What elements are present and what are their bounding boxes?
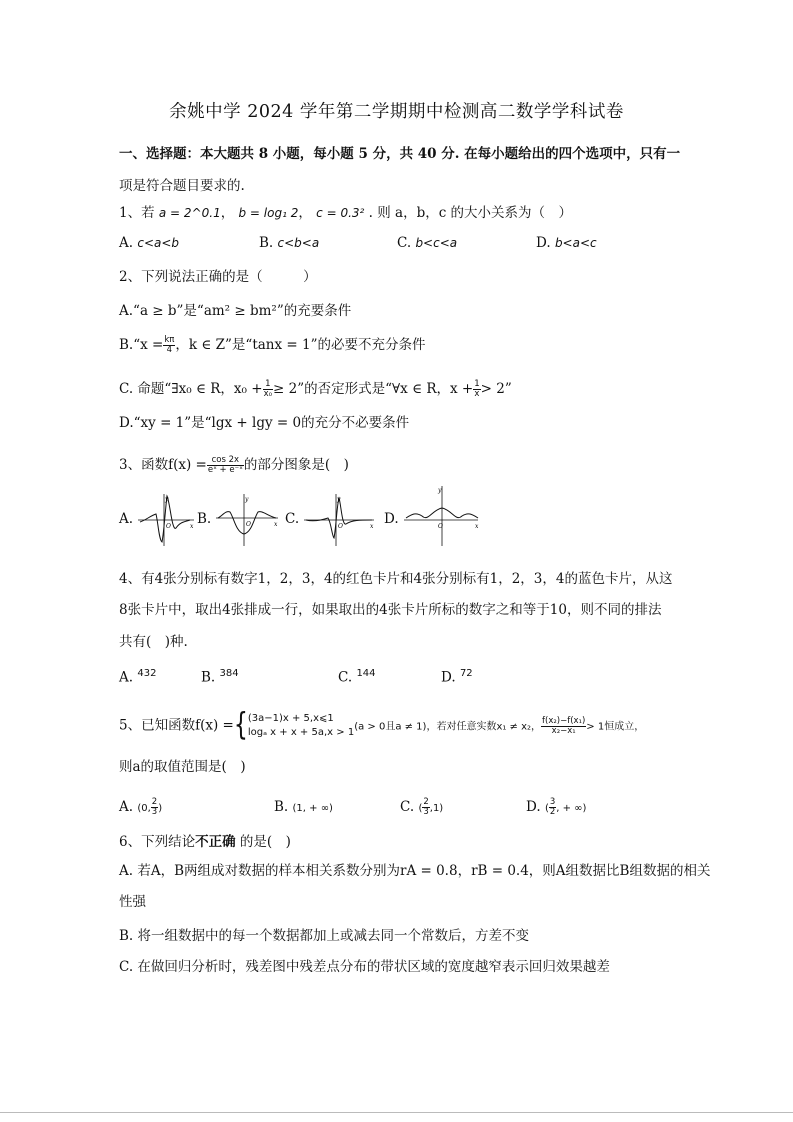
section-heading-line1: 一、选择题：本大题共 8 小题，每小题 5 分，共 40 分. 在每小题给出的四个选项中，只有一 xyxy=(119,146,681,162)
q5-fraction: $\frac{\text{f(x₂)−f(x₁)}}{\text{x₂−x₁}}$ xyxy=(542,715,586,736)
q1-a-def: a = 2^0.1 xyxy=(158,206,221,220)
q2-option-d[interactable]: D.“xy = 1”是“lgx + lgy = 0的充分不必要条件 xyxy=(119,415,410,431)
q2-option-c[interactable]: C. 命题“∃x₀ ∈ R，x₀ + $\frac{1}{\text{x₀}}$ ≥ 2”的否定形式是“∀x ∈ R，x + $\frac{1}{x}$ > 2” xyxy=(119,379,512,399)
y-label: y xyxy=(337,496,341,503)
q2-option-b[interactable]: B.“x = $\frac{k\pi}{4}$ ，k ∈ Z”是“tanx = 1”的必要不充分条件 xyxy=(119,335,426,355)
q2-c-fraction-1: $\frac{1}{\text{x₀}}$ xyxy=(263,379,273,399)
q3-graph-c[interactable] xyxy=(302,492,378,548)
q4-line3: 共有( )种. xyxy=(119,634,188,650)
q6-stem: 6、下列结论不正确 的是( ) xyxy=(119,834,291,850)
x-label: x xyxy=(370,523,374,530)
q4-option-b[interactable]: B. $^{384}$ xyxy=(201,668,239,686)
q1-b-def: b = log₁ 2 xyxy=(238,206,299,220)
q3-graph-d[interactable] xyxy=(402,484,482,548)
origin-label: O xyxy=(166,523,171,530)
q1-option-c[interactable]: C. b<c<a xyxy=(397,235,458,251)
exam-title: 余姚中学 2024 学年第二学期期中检测高二数学学科试卷 xyxy=(169,102,624,122)
q6-option-a-cont: 性强 xyxy=(119,894,146,910)
brace: { xyxy=(233,707,248,743)
q3-graph-a[interactable] xyxy=(136,492,196,548)
q4-option-a[interactable]: A. $^{432}$ xyxy=(119,668,157,686)
q3-option-c-label[interactable]: C. xyxy=(285,511,300,527)
q2-b-fraction: $\frac{k\pi}{4}$ xyxy=(164,335,175,355)
q2-stem: 2、下列说法正确的是（ ） xyxy=(119,269,317,285)
q3-fraction: $\frac{\cos 2x}{\text{eˣ + e⁻ˣ}}$ xyxy=(207,455,243,475)
q1-stem: 1、若 a = 2^0.1， b = log₁ 2， c = 0.3² . 则 a，b，c 的大小关系为（ ） xyxy=(119,205,573,221)
q2-option-a[interactable]: A.“a ≥ b”是“am² ≥ bm²”的充要条件 xyxy=(119,303,352,319)
q3-stem: 3、函数f(x) = $\frac{\cos 2x}{\text{eˣ + e⁻ˣ}}$ 的部分图象是( ) xyxy=(119,455,349,475)
q1-option-d[interactable]: D. b<a<c xyxy=(536,235,597,251)
origin-label: O xyxy=(246,521,251,528)
q6-option-b[interactable]: B. 将一组数据中的每一个数据都加上或减去同一个常数后，方差不变 xyxy=(119,928,530,944)
q5-line2: 则a的取值范围是( ) xyxy=(119,759,246,775)
x-label: x xyxy=(475,523,479,530)
y-label: y xyxy=(438,487,442,494)
q1-c-def: c = 0.3² xyxy=(316,206,365,220)
x-label: x xyxy=(190,523,194,530)
q3-option-b-label[interactable]: B. xyxy=(197,511,212,527)
q3-graph-b[interactable] xyxy=(214,492,282,548)
q4-option-c[interactable]: C. $^{144}$ xyxy=(338,668,376,686)
q4-option-d[interactable]: D. $^{72}$ xyxy=(441,668,473,686)
q6-option-c[interactable]: C. 在做回归分析时，残差图中残差点分布的带状区域的宽度越窄表示回归效果越差 xyxy=(119,959,610,975)
origin-label: O xyxy=(338,523,343,530)
q5-option-a[interactable]: A. (0, $\frac{2}{3}$ ) xyxy=(119,797,163,817)
q1-stem-prefix: 1、若 xyxy=(119,205,155,221)
q4-line2: 8张卡片中，取出4张排成一行，如果取出的4张卡片所标的数字之和等于10，则不同的排法 xyxy=(119,602,662,618)
q1-option-b[interactable]: B. c<b<a xyxy=(259,235,320,251)
q5-option-b[interactable]: B. (1, + ∞) xyxy=(274,799,333,815)
section-heading-line2: 项是符合题目要求的. xyxy=(119,178,245,194)
q1-stem-suffix: . 则 a，b，c 的大小关系为（ ） xyxy=(368,205,573,221)
q3-option-d-label[interactable]: D. xyxy=(384,511,399,527)
q6-option-a[interactable]: A. 若A，B两组成对数据的样本相关系数分别为rA = 0.8，rB = 0.4，则A组数据比B组数据的相关 xyxy=(119,863,711,879)
page-bottom-border xyxy=(0,1112,793,1113)
q5-option-c[interactable]: C. ( $\frac{2}{3}$ ,1) xyxy=(400,797,444,817)
q4-line1: 4、有4张分别标有数字1，2，3，4的红色卡片和4张分别标有1，2，3，4的蓝色卡片，从这 xyxy=(119,571,673,587)
q3-option-a-label[interactable]: A. xyxy=(119,511,134,527)
q5-option-d[interactable]: D. ( $\frac{3}{2}$ , + ∞) xyxy=(526,797,587,817)
q1-option-a[interactable]: A. c<a<b xyxy=(119,235,180,251)
q2-c-fraction-2: $\frac{1}{x}$ xyxy=(474,379,480,399)
y-label: y xyxy=(165,496,169,503)
x-label: x xyxy=(274,521,278,528)
curve xyxy=(306,498,372,538)
q5-piecewise: (3a−1)x + 5,x⩽1 logₐ x + x + 5a,x > 1 xyxy=(247,713,355,738)
y-label: y xyxy=(245,496,249,503)
origin-label: O xyxy=(438,523,443,530)
q5-stem: 5、已知函数f(x) ={ (3a−1)x + 5,x⩽1 logₐ x + x + 5a,x > 1 (a > 0且a ≠ 1)，若对任意实数x₁ ≠ x₂， $\frac{\text{f(x₂)−f(x₁)}}{\text{x₂−x₁}}$ > 1恒成立， xyxy=(119,707,645,743)
